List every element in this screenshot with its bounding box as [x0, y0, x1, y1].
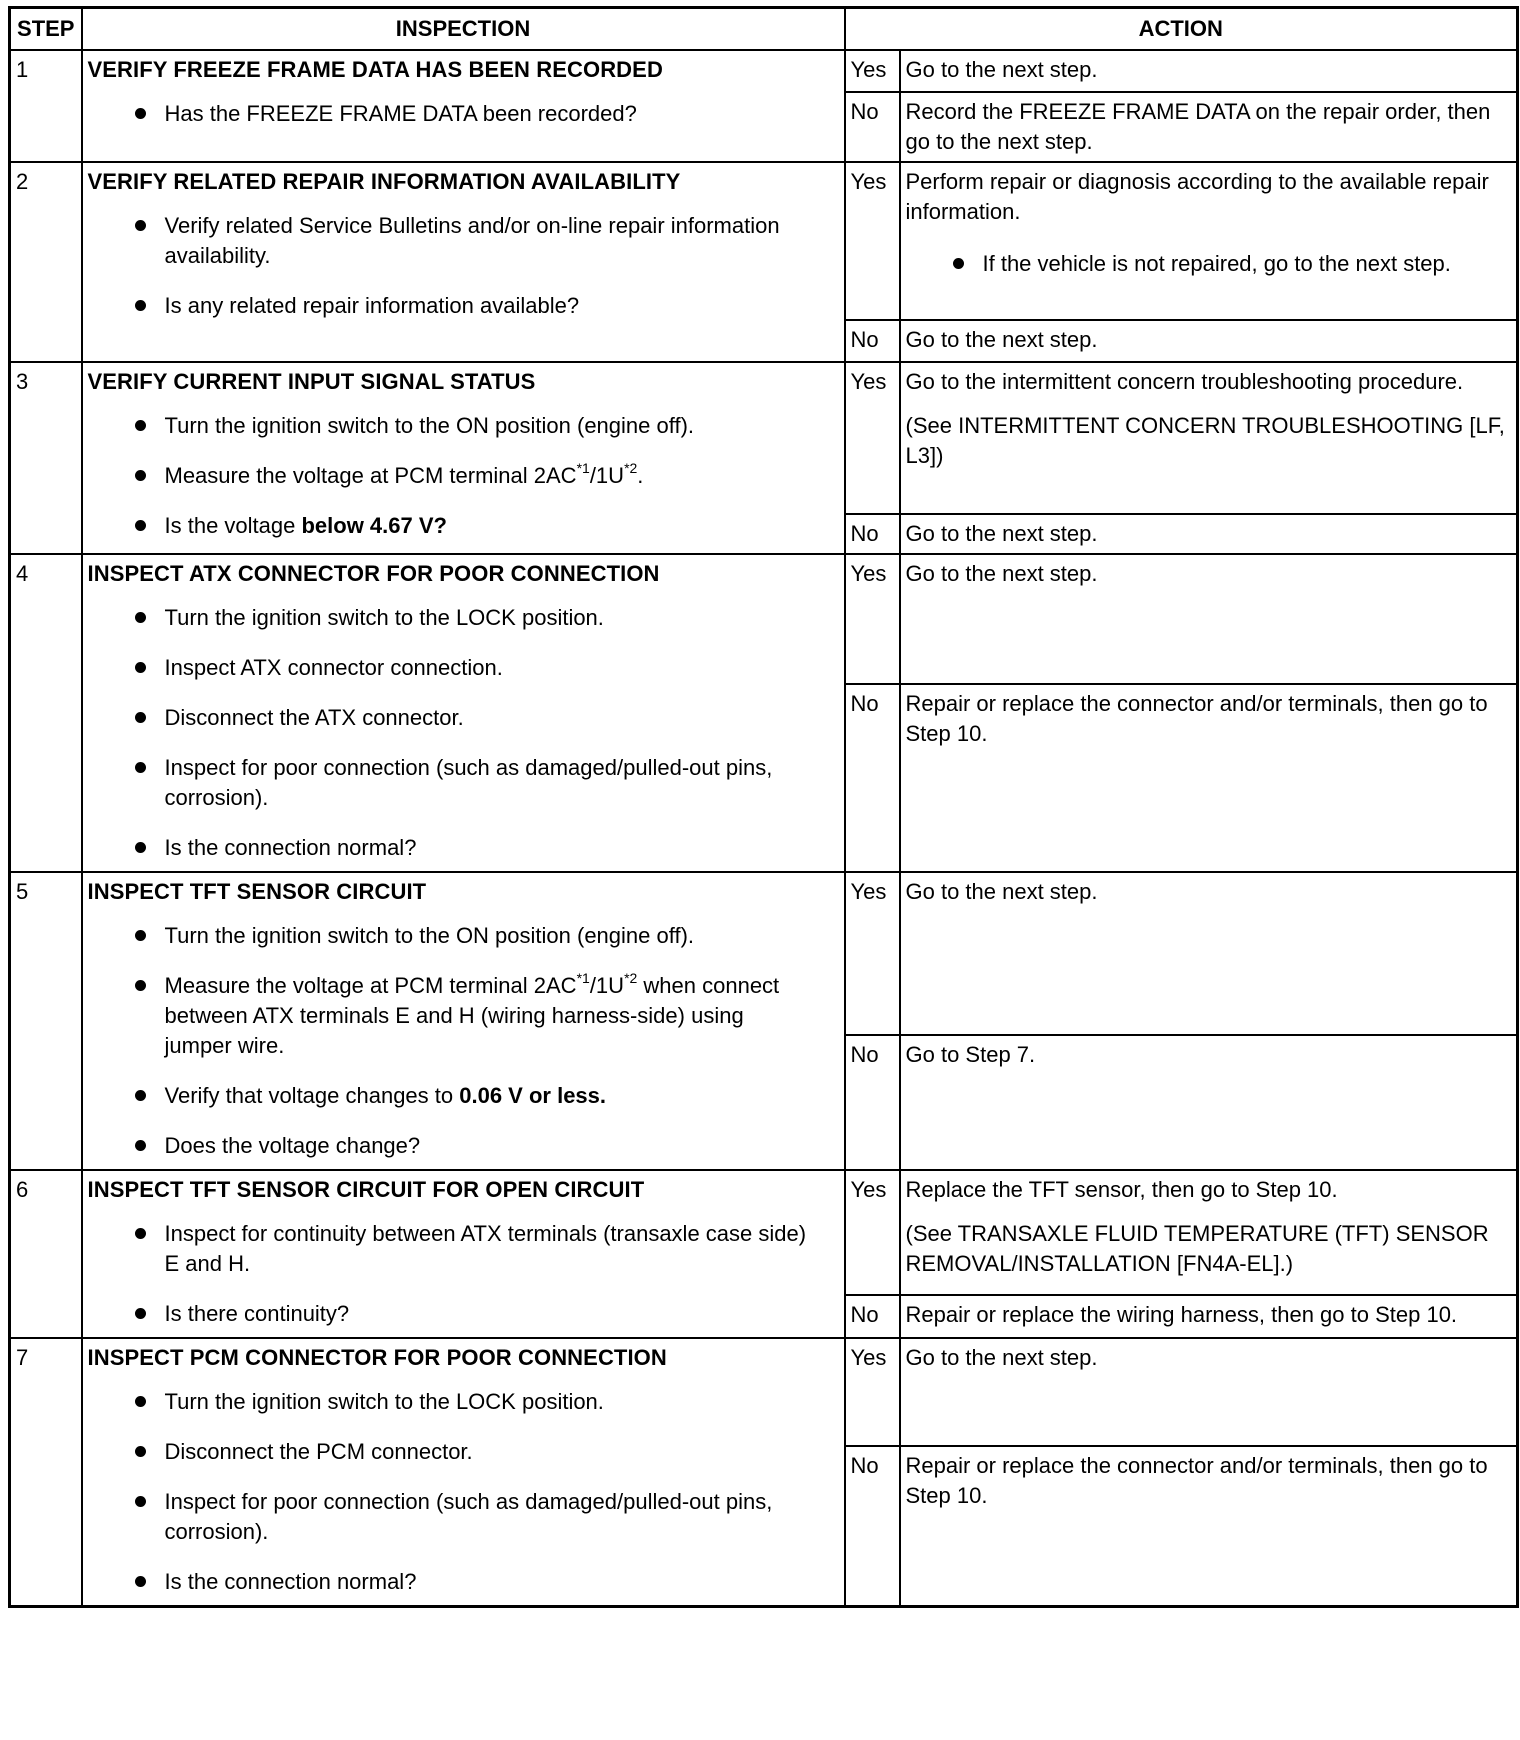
no-action: Go to the next step.: [900, 320, 1518, 362]
inspection-bullet: Is the connection normal?: [88, 833, 839, 863]
header-action: ACTION: [845, 8, 1518, 51]
no-action: Repair or replace the connector and/or terminals, then go to Step 10.: [900, 684, 1518, 872]
inspection-bullet: [88, 461, 839, 491]
step-number: 4: [10, 554, 82, 872]
step-2-yes-row: [10, 162, 1518, 320]
yes-label: Yes: [845, 50, 900, 92]
footnote-marker: *2: [624, 460, 638, 476]
step-title: VERIFY CURRENT INPUT SIGNAL STATUS: [87, 369, 536, 394]
step-1-inspection: [82, 50, 845, 162]
step-4-yes-row: [10, 554, 1518, 684]
yes-action: Go to the next step.: [900, 1338, 1518, 1446]
step-title: INSPECT ATX CONNECTOR FOR POOR CONNECTION: [87, 561, 660, 586]
bullet-text: .: [637, 463, 644, 488]
inspection-bullet: [88, 971, 839, 1061]
no-label: No: [845, 514, 900, 554]
inspection-bullet: Is there continuity?: [88, 1299, 839, 1329]
yes-label: Yes: [845, 1170, 900, 1295]
inspection-bullet: Is the connection normal?: [88, 1567, 839, 1597]
bullet-text: Is the voltage: [164, 513, 302, 538]
no-label: No: [845, 1446, 900, 1607]
yes-action: Go to the next step.: [900, 50, 1518, 92]
step-4-inspection: [82, 554, 845, 872]
step-2-inspection: [82, 162, 845, 362]
bullet-text: Measure the voltage at PCM terminal 2AC: [164, 463, 577, 488]
step-number: 5: [10, 872, 82, 1170]
no-label: No: [845, 92, 900, 162]
footnote-marker: *2: [624, 970, 638, 986]
step-title: VERIFY RELATED REPAIR INFORMATION AVAILABILITY: [87, 169, 681, 194]
yes-label: Yes: [845, 872, 900, 1035]
yes-label: Yes: [845, 554, 900, 684]
step-5-inspection: [82, 872, 845, 1170]
yes-action: Go to the next step.: [900, 872, 1518, 1035]
step-number: 3: [10, 362, 82, 554]
inspection-bullet: Does the voltage change?: [88, 1131, 839, 1161]
step-number: 1: [10, 50, 82, 162]
no-action: Record the FREEZE FRAME DATA on the repair order, then go to the next step.: [900, 92, 1518, 162]
yes-action: Perform repair or diagnosis according to the available repair information.: [905, 169, 1489, 224]
inspection-bullet: Turn the ignition switch to the ON position (engine off).: [88, 921, 839, 951]
inspection-bullet: Disconnect the PCM connector.: [88, 1437, 839, 1467]
step-number: 7: [10, 1338, 82, 1607]
yes-action-cell: [900, 162, 1518, 320]
no-label: No: [845, 320, 900, 362]
step-7-yes-row: [10, 1338, 1518, 1446]
step-6-yes-row: [10, 1170, 1518, 1295]
inspection-bullet: Turn the ignition switch to the ON position (engine off).: [88, 411, 839, 441]
no-label: No: [845, 684, 900, 872]
yes-label: Yes: [845, 1338, 900, 1446]
inspection-bullet: Inspect for poor connection (such as damaged/pulled-out pins, corrosion).: [88, 753, 839, 813]
no-label: No: [845, 1035, 900, 1170]
inspection-bullet: Verify related Service Bulletins and/or on-line repair information availability.: [88, 211, 839, 271]
diagnostic-table: [8, 6, 1519, 1608]
yes-action: Replace the TFT sensor, then go to Step 10.: [905, 1177, 1338, 1202]
step-number: 2: [10, 162, 82, 362]
step-6-inspection: [82, 1170, 845, 1338]
bullet-text: /1U: [589, 973, 625, 998]
yes-action: Go to the intermittent concern troubleshooting procedure.: [905, 369, 1464, 394]
bullet-text: Verify that voltage changes to: [164, 1083, 460, 1108]
yes-label: Yes: [845, 362, 900, 514]
yes-action-cell: [900, 1170, 1518, 1295]
yes-action: Go to the next step.: [900, 554, 1518, 684]
step-title: INSPECT PCM CONNECTOR FOR POOR CONNECTION: [87, 1345, 667, 1370]
inspection-bullet: Is any related repair information available?: [88, 291, 839, 321]
footnote-marker: *1: [576, 460, 590, 476]
inspection-bullet: Turn the ignition switch to the LOCK position.: [88, 603, 839, 633]
yes-label: Yes: [845, 162, 900, 320]
inspection-bullet: [88, 1081, 839, 1111]
footnote-marker: *1: [576, 970, 590, 986]
step-1-yes-row: [10, 50, 1518, 92]
inspection-bullet: Inspect ATX connector connection.: [88, 653, 839, 683]
bullet-text: when connect between ATX terminals E and H (wiring harness-side) using jumper wire.: [164, 973, 780, 1058]
bullet-emphasis: below 4.67 V?: [301, 513, 447, 538]
step-5-yes-row: [10, 872, 1518, 1035]
inspection-bullet: [88, 511, 839, 541]
diagnostic-procedure-page: [8, 6, 1516, 1608]
reference-note: (See TRANSAXLE FLUID TEMPERATURE (TFT) SENSOR REMOVAL/INSTALLATION [FN4A-EL].): [905, 1221, 1489, 1276]
inspection-bullet: Has the FREEZE FRAME DATA been recorded?: [88, 99, 839, 129]
header-inspection: INSPECTION: [82, 8, 845, 51]
header-step: STEP: [10, 8, 82, 51]
inspection-bullet: Inspect for poor connection (such as damaged/pulled-out pins, corrosion).: [88, 1487, 839, 1547]
step-3-yes-row: [10, 362, 1518, 514]
reference-note: (See INTERMITTENT CONCERN TROUBLESHOOTING [LF, L3]): [905, 413, 1505, 468]
step-3-inspection: [82, 362, 845, 554]
no-action: Go to the next step.: [900, 514, 1518, 554]
inspection-bullet: Disconnect the ATX connector.: [88, 703, 839, 733]
step-title: VERIFY FREEZE FRAME DATA HAS BEEN RECORDED: [87, 57, 663, 82]
step-title: INSPECT TFT SENSOR CIRCUIT FOR OPEN CIRCUIT: [87, 1177, 645, 1202]
bullet-text: /1U: [589, 463, 625, 488]
step-title: INSPECT TFT SENSOR CIRCUIT: [87, 879, 427, 904]
no-action: Repair or replace the connector and/or terminals, then go to Step 10.: [900, 1446, 1518, 1607]
step-number: 6: [10, 1170, 82, 1338]
yes-action-cell: [900, 362, 1518, 514]
action-bullet: If the vehicle is not repaired, go to the next step.: [906, 249, 1512, 279]
inspection-bullet: Turn the ignition switch to the LOCK position.: [88, 1387, 839, 1417]
bullet-emphasis: 0.06 V or less.: [459, 1083, 607, 1108]
bullet-text: Measure the voltage at PCM terminal 2AC: [164, 973, 577, 998]
step-7-inspection: [82, 1338, 845, 1607]
no-action: Go to Step 7.: [900, 1035, 1518, 1170]
table-header-row: [10, 8, 1518, 51]
no-label: No: [845, 1295, 900, 1338]
no-action: Repair or replace the wiring harness, then go to Step 10.: [900, 1295, 1518, 1338]
inspection-bullet: Inspect for continuity between ATX terminals (transaxle case side) E and H.: [88, 1219, 839, 1279]
